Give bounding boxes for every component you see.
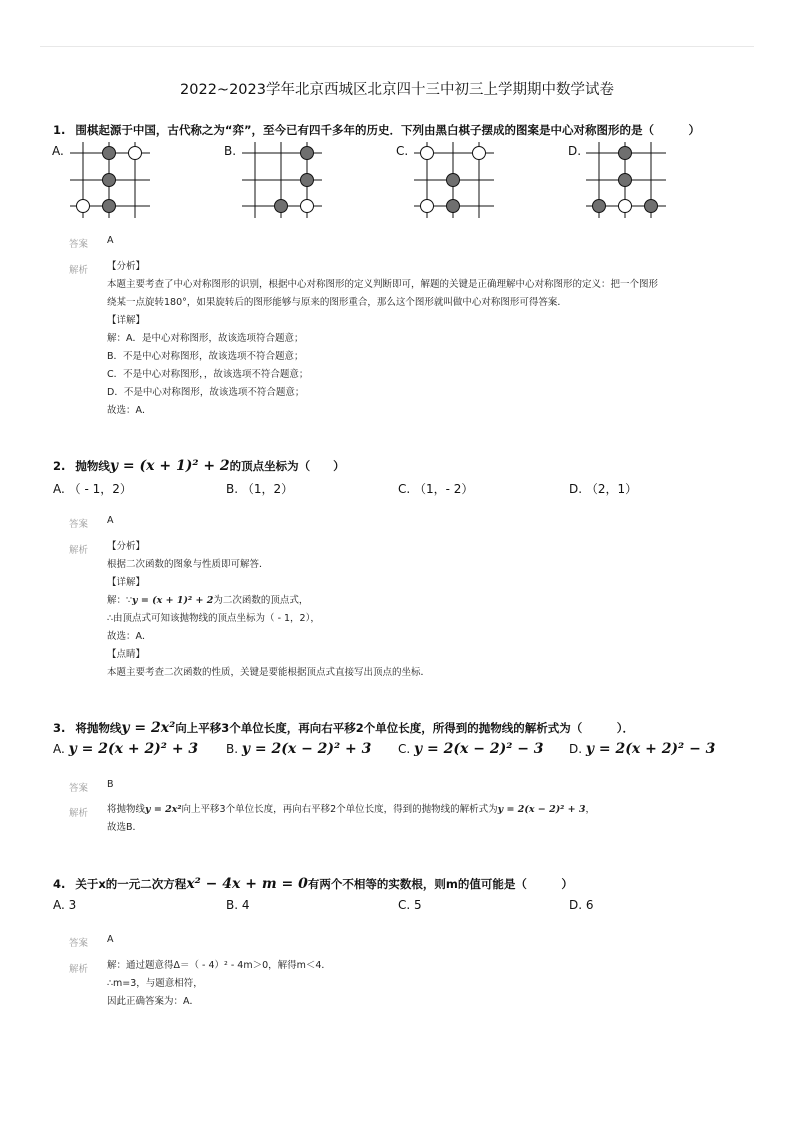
solution-line: ∴m=3，与题意相符，: [107, 978, 203, 989]
solution-line: [107, 592, 747, 610]
option-b: B. （1，2）: [226, 482, 294, 496]
solution-line: ∴由顶点式可知该抛物线的顶点坐标为（ - 1，2），: [107, 613, 320, 624]
black-stone: [301, 174, 314, 187]
black-stone: [103, 147, 116, 160]
option-formula: y = 2(x − 2)² + 3: [241, 741, 372, 757]
solution-line: D．不是中心对称图形，故该选项不符合题意；: [107, 387, 305, 398]
q1-solution: [107, 258, 747, 420]
white-stone: [77, 200, 90, 213]
question-3: [53, 720, 634, 736]
question-formula: x² − 4x + m = 0: [186, 876, 308, 892]
solution-formula: y = (x + 1)² + 2: [132, 595, 214, 606]
question-number: 3.: [53, 721, 66, 735]
answer-value: A: [107, 515, 114, 526]
q2-solution: [107, 538, 747, 682]
option-c-label: C.: [396, 144, 409, 158]
option-c: C. 5: [398, 898, 422, 912]
analysis-label: 解析: [69, 964, 89, 975]
white-stone: [473, 147, 486, 160]
option-formula: y = 2(x − 2)² − 3: [414, 741, 544, 757]
solution-line: 因此正确答案为：A．: [107, 996, 199, 1007]
question-formula: y = (x + 1)² + 2: [109, 458, 230, 474]
black-stone: [275, 200, 288, 213]
black-stone: [447, 200, 460, 213]
option-a: A. （ - 1，2）: [53, 482, 132, 496]
white-stone: [421, 200, 434, 213]
option-formula: y = 2(x + 2)² − 3: [585, 741, 716, 757]
q4-solution: [107, 957, 747, 1011]
option-b-label: B.: [224, 144, 237, 158]
black-stone: [301, 147, 314, 160]
top-rule: [40, 46, 754, 47]
option-formula: y = 2(x + 2)² + 3: [68, 741, 199, 757]
solution-line: 根据二次函数的图象与性质即可解答．: [107, 559, 269, 570]
question-number: 1.: [53, 123, 66, 137]
question-text-pre: 抛物线: [75, 459, 110, 473]
q3-solution: [107, 801, 747, 837]
question-2: [53, 458, 345, 474]
answer-value: B: [107, 779, 114, 790]
option-letter: A.: [53, 742, 65, 756]
solution-line: 绕某一点旋转180°，如果旋转后的图形能够与原来的图形重合，那么这个图形就叫做中心对称图形可得答案．: [107, 297, 567, 308]
go-board-b: [240, 140, 324, 220]
solution-line: 【点睛】: [107, 649, 146, 660]
answer-label: 答案: [69, 938, 89, 949]
option-d: [569, 741, 715, 757]
solution-line: 【详解】: [107, 577, 146, 588]
solution-line: 故选：A．: [107, 405, 152, 416]
solution-line: 解：通过题意得Δ＝（ - 4）² - 4m＞0，解得m＜4．: [107, 960, 331, 971]
answer-value: A: [107, 934, 114, 945]
solution-line: 故选B．: [107, 822, 143, 833]
option-a: A. 3: [53, 898, 77, 912]
solution-line: B．不是中心对称图形，故该选项不符合题意；: [107, 351, 304, 362]
question-number: 4.: [53, 877, 66, 891]
option-letter: D.: [569, 742, 583, 756]
question-number: 2.: [53, 459, 66, 473]
solution-line: 【详解】: [107, 315, 146, 326]
solution-text: 为二次函数的顶点式，: [213, 595, 309, 606]
black-stone: [103, 174, 116, 187]
solution-line: 解：A．是中心对称图形，故该选项符合题意；: [107, 333, 304, 344]
black-stone: [593, 200, 606, 213]
go-board-d: [584, 140, 668, 220]
solution-line: C．不是中心对称图形，，故该选项不符合题意；: [107, 369, 309, 380]
question-text-pre: 将抛物线: [75, 721, 122, 735]
black-stone: [103, 200, 116, 213]
solution-formula: y = 2(x − 2)² + 3: [497, 804, 586, 815]
analysis-label: 解析: [69, 808, 89, 819]
white-stone: [301, 200, 314, 213]
option-letter: C.: [398, 742, 411, 756]
option-c: C. （1，- 2）: [398, 482, 474, 496]
white-stone: [619, 200, 632, 213]
option-d-label: D.: [568, 144, 582, 158]
option-b: [226, 741, 371, 757]
solution-text: ，: [585, 804, 596, 815]
question-text-pre: 关于x的一元二次方程: [75, 877, 187, 891]
question-text-post: 向上平移3个单位长度，再向右平移2个单位长度，所得到的抛物线的解析式为（ ）．: [175, 721, 634, 735]
question-text-post: 的顶点坐标为（ ）: [229, 459, 345, 473]
white-stone: [421, 147, 434, 160]
black-stone: [447, 174, 460, 187]
black-stone: [645, 200, 658, 213]
solution-line: 本题主要考查了中心对称图形的识别，根据中心对称图形的定义判断即可，解题的关键是正确理解中心对称图形的定义：把一个图形: [107, 279, 659, 290]
solution-line: 故选：A．: [107, 631, 152, 642]
analysis-label: 解析: [69, 545, 89, 556]
option-a: [53, 741, 198, 757]
question-formula: y = 2x²: [121, 720, 176, 736]
question-text-post: 有两个不相等的实数根，则m的值可能是（ ）: [307, 877, 573, 891]
black-stone: [619, 174, 632, 187]
solution-formula: y = 2x²: [145, 804, 182, 815]
option-b: B. 4: [226, 898, 250, 912]
question-4: [53, 876, 573, 892]
analysis-label: 解析: [69, 265, 89, 276]
solution-text: 向上平移3个单位长度，再向右平移2个单位长度，得到的抛物线的解析式为: [181, 804, 498, 815]
option-d: D. 6: [569, 898, 594, 912]
question-text: 围棋起源于中国，古代称之为“弈”，至今已有四千多年的历史．下列由黑白棋子摆成的图案是中心对称图形的是（ ）: [75, 123, 701, 137]
question-1: [53, 122, 700, 138]
solution-text: 解：∵: [107, 595, 133, 606]
solution-line: 本题主要考查二次函数的性质，关键是要能根据顶点式直接写出顶点的坐标．: [107, 667, 431, 678]
answer-label: 答案: [69, 783, 89, 794]
white-stone: [129, 147, 142, 160]
option-c: [398, 741, 544, 757]
solution-line: 【分析】: [107, 541, 146, 552]
option-letter: B.: [226, 742, 239, 756]
page-title: 2022~2023学年北京西城区北京四十三中初三上学期期中数学试卷: [180, 82, 614, 98]
answer-label: 答案: [69, 239, 89, 250]
go-board-a: [68, 140, 152, 220]
option-a-label: A.: [52, 144, 64, 158]
solution-line: 【分析】: [107, 261, 146, 272]
solution-line: [107, 801, 747, 819]
go-board-c: [412, 140, 496, 220]
option-d: D. （2，1）: [569, 482, 638, 496]
solution-text: 将抛物线: [107, 804, 146, 815]
answer-label: 答案: [69, 519, 89, 530]
answer-value: A: [107, 235, 114, 246]
black-stone: [619, 147, 632, 160]
